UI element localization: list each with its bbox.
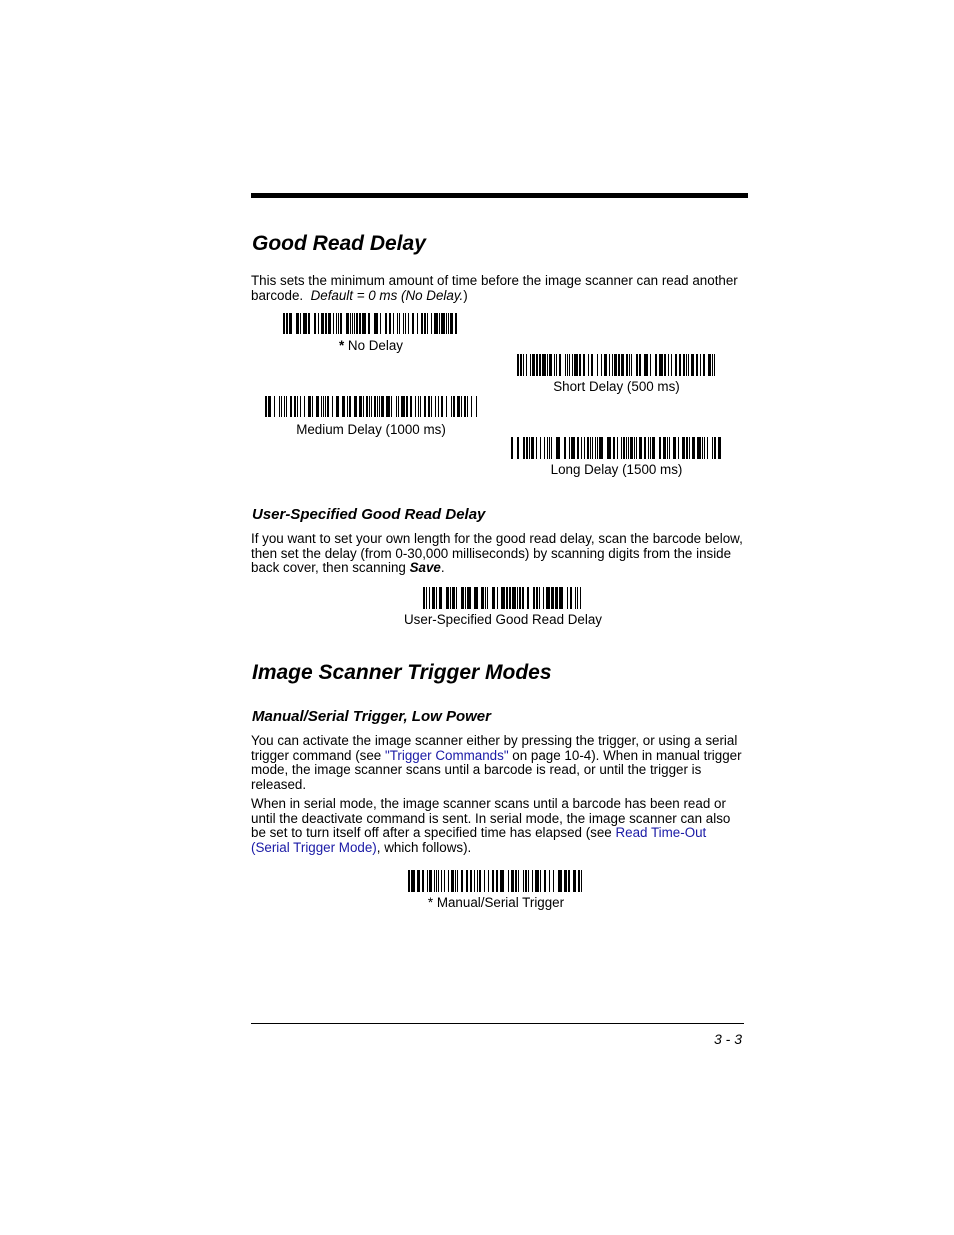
subsection-title-user-specified: User-Specified Good Read Delay bbox=[252, 506, 486, 523]
save-word: Save bbox=[409, 560, 441, 575]
barcode-label-medium-delay: Medium Delay (1000 ms) bbox=[296, 422, 446, 437]
user-specified-paragraph: If you want to set your own length for the good read delay, scan the barcode below, then set the delay (from 0-30,000 milliseconds) by scanning digits from the inside back cover, then scanning Save. bbox=[251, 531, 743, 575]
subsection-title-manual-serial: Manual/Serial Trigger, Low Power bbox=[252, 708, 491, 725]
default-star: * bbox=[338, 338, 345, 353]
intro-close: ) bbox=[463, 287, 468, 303]
barcode-user-specified-delay[interactable] bbox=[423, 587, 582, 609]
good-read-delay-intro bbox=[251, 274, 746, 303]
section-title-trigger-modes: Image Scanner Trigger Modes bbox=[252, 661, 552, 684]
section-title-good-read-delay: Good Read Delay bbox=[252, 232, 426, 255]
barcode-no-delay[interactable] bbox=[283, 313, 457, 334]
intro-default: Default = 0 ms (No Delay. bbox=[310, 287, 464, 303]
page-number: 3 - 3 bbox=[713, 1031, 742, 1047]
barcode-label-manual-serial: * Manual/Serial Trigger bbox=[427, 895, 565, 910]
serial-mode-paragraph: When in serial mode, the image scanner scans until a barcode has been read or until the deactivate command is sent. In serial mode, the image scanner can also be set to turn itself off after a specified time has elapsed (see Read Time-Out (Serial Trigger Mode), which follows). bbox=[251, 796, 731, 855]
read-timeout-link[interactable]: Read Time-Out (Serial Trigger Mode) bbox=[251, 825, 707, 855]
barcode-label-short-delay: Short Delay (500 ms) bbox=[553, 379, 680, 394]
barcode-long-delay[interactable] bbox=[511, 437, 722, 459]
bottom-rule bbox=[251, 1023, 744, 1024]
barcode-label-no-delay: * No Delay bbox=[338, 338, 403, 353]
intro-text: This sets the minimum amount of time before the image scanner can read another barcode. bbox=[251, 273, 738, 303]
manual-trigger-paragraph: You can activate the image scanner either by pressing the trigger, or using a serial trigger command (see "Trigger Commands" on page 10-4). When in manual trigger mode, the image scanner scans until a barcode is read, or until the trigger is released. bbox=[251, 733, 742, 792]
barcode-manual-serial-trigger[interactable] bbox=[408, 870, 583, 892]
barcode-medium-delay[interactable] bbox=[265, 396, 477, 417]
barcode-label-user-specified: User-Specified Good Read Delay bbox=[404, 612, 602, 627]
trigger-commands-link[interactable]: "Trigger Commands" bbox=[384, 747, 509, 763]
barcode-short-delay[interactable] bbox=[517, 354, 716, 376]
barcode-label-long-delay: Long Delay (1500 ms) bbox=[550, 462, 683, 477]
top-rule bbox=[251, 193, 748, 198]
